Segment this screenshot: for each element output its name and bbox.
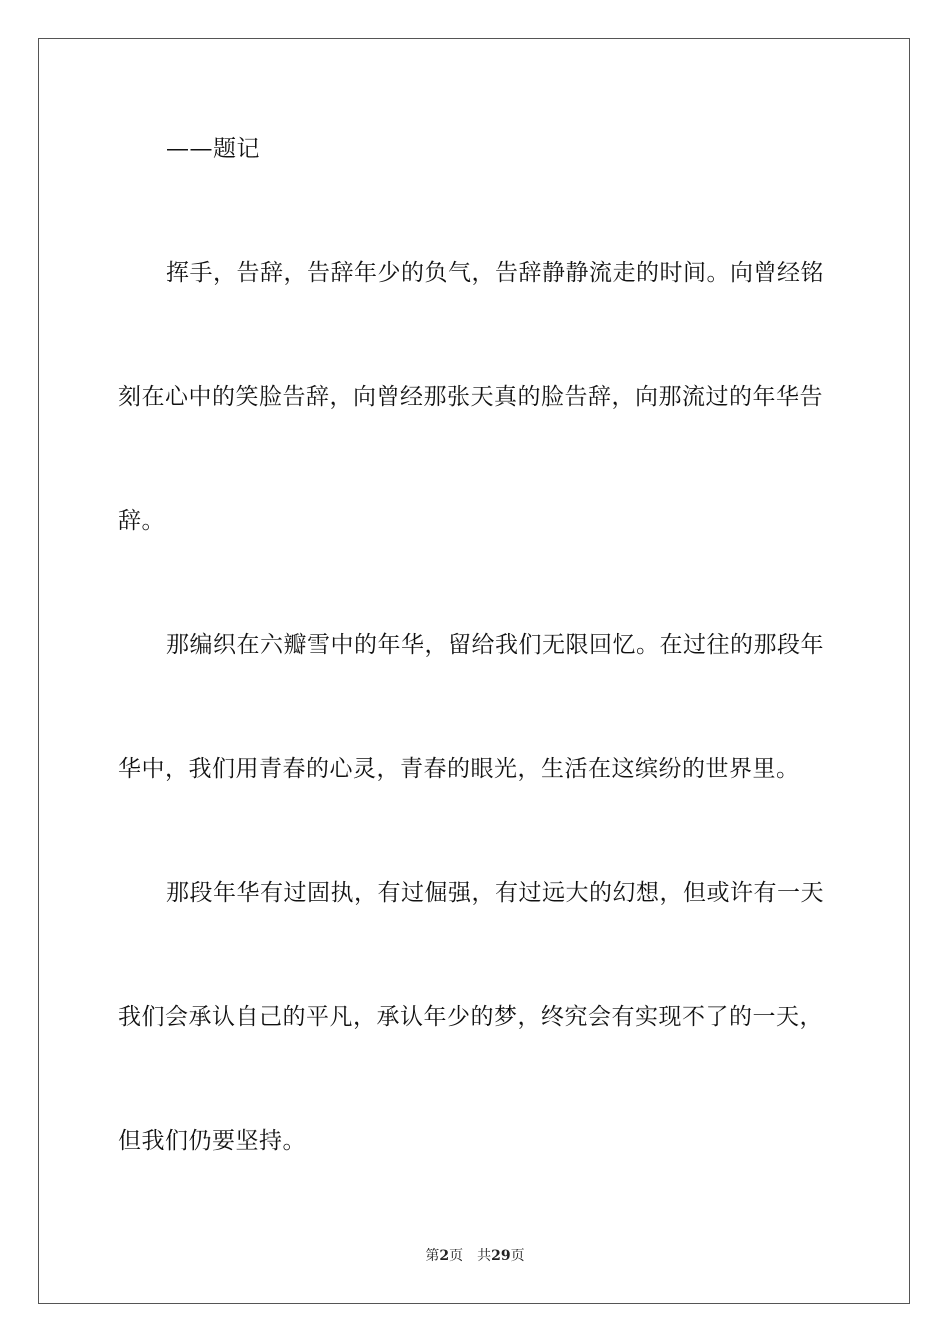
paragraph-1-line-1: 挥手，告辞，告辞年少的负气，告辞静静流走的时间。向曾经铭 (166, 260, 824, 286)
total-suffix: 页 (510, 1248, 525, 1264)
page-frame (38, 38, 910, 1304)
total-prefix: 共 (477, 1248, 492, 1264)
page-footer (0, 1246, 950, 1266)
paragraph-3-line-1: 那段年华有过固执，有过倔强，有过远大的幻想，但或许有一天 (166, 880, 824, 906)
paragraph-2-line-1: 那编织在六瓣雪中的年华，留给我们无限回忆。在过往的那段年 (166, 632, 824, 658)
paragraph-1-line-2: 刻在心中的笑脸告辞，向曾经那张天真的脸告辞，向那流过的年华告 (118, 384, 823, 410)
paragraph-1-line-3: 辞。 (118, 508, 165, 534)
page-suffix: 页 (449, 1248, 464, 1264)
page-prefix: 第 (425, 1248, 440, 1264)
paragraph-3-line-3: 但我们仍要坚持。 (118, 1128, 306, 1154)
paragraph-3-line-2: 我们会承认自己的平凡，承认年少的梦，终究会有实现不了的一天， (118, 1004, 823, 1030)
epigraph-signoff: ——题记 (166, 136, 260, 162)
paragraph-2-line-2: 华中，我们用青春的心灵，青春的眼光，生活在这缤纷的世界里。 (118, 756, 800, 782)
page-number: 2 (439, 1248, 450, 1264)
total-pages: 29 (491, 1248, 511, 1264)
